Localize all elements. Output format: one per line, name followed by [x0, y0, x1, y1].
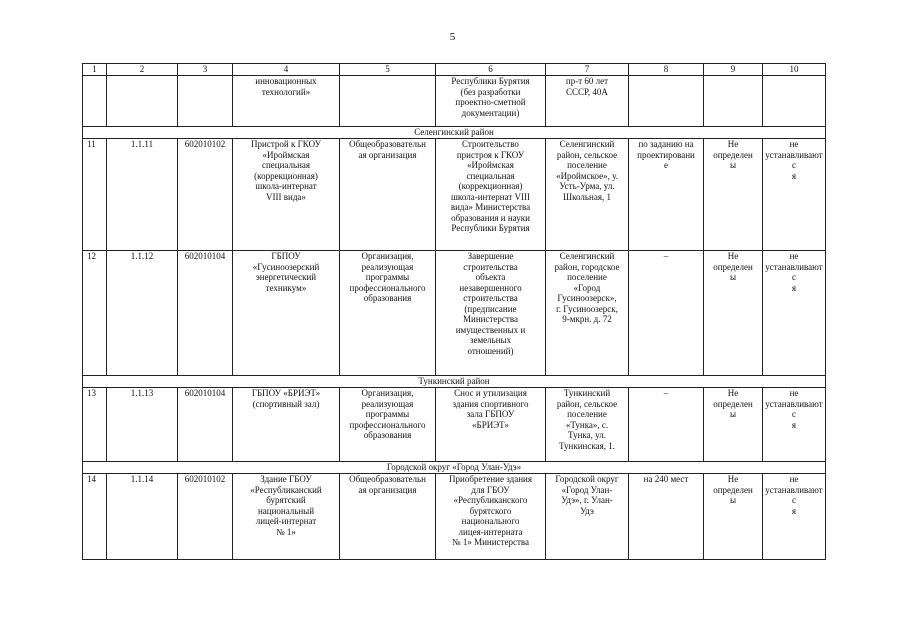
location-cell: Тункинский район, сельское поселение «Тунка», с. Тунка, ул. Тункинская, 1.: [546, 388, 629, 462]
column-number-cell: 10: [763, 64, 826, 76]
column-number-cell: 9: [704, 64, 763, 76]
characteristics-cell: на 240 мест: [629, 474, 704, 560]
table-row: [83, 388, 826, 462]
object-name-cell: Здание ГБОУ «Республиканский бурятский национальный лицей-интернат № 1»: [233, 474, 340, 560]
location-cell: пр-т 60 лет СССР, 40А: [546, 76, 629, 127]
column-number-cell: 1: [83, 64, 107, 76]
column-number-row: [83, 64, 826, 76]
column-number-cell: 2: [107, 64, 178, 76]
restrictions-cell: не устанавливаютс я: [763, 139, 826, 251]
table-row: [83, 139, 826, 251]
purpose-cell: Организация, реализующая программы профессионального образования: [340, 251, 436, 376]
column-number-cell: 4: [233, 64, 340, 76]
location-cell: Селенгинский район, городское поселение «Город Гусиноозерск», г. Гусиноозерск, 9-мкрн. д. 72: [546, 251, 629, 376]
zones-cell: Не определен ы: [704, 388, 763, 462]
section-row: [83, 127, 826, 139]
section-row: [83, 376, 826, 388]
table-row: [83, 251, 826, 376]
object-name-cell: Пристрой к ГКОУ «Ироймская специальная (коррекционная) школа-интернат VIII вида»: [233, 139, 340, 251]
code-cell: 1.1.13: [107, 388, 178, 462]
characteristics-cell: –: [629, 388, 704, 462]
object-name-cell: инновационных технологий»: [233, 76, 340, 127]
code-cell: 1.1.12: [107, 251, 178, 376]
purpose-cell: Общеобразовательн ая организация: [340, 139, 436, 251]
column-number-cell: 7: [546, 64, 629, 76]
row-number-cell: 11: [83, 139, 107, 251]
row-number-cell: 12: [83, 251, 107, 376]
objects-table: [82, 63, 826, 560]
purpose-cell: Общеобразовательн ая организация: [340, 474, 436, 560]
measure-cell: Завершение строительства объекта незавершенного строительства (предписание Министерства имущественных и земельных отношений): [436, 251, 546, 376]
classifier-cell: 602010104: [178, 251, 233, 376]
restrictions-cell: не устанавливаютс я: [763, 388, 826, 462]
purpose-cell: Организация, реализующая программы профессионального образования: [340, 388, 436, 462]
measure-cell: Приобретение здания для ГБОУ «Республиканского бурятского национального лицея-интерната № 1» Министерства: [436, 474, 546, 560]
table-row-continued: [83, 76, 826, 127]
restrictions-cell: не устанавливаютс я: [763, 474, 826, 560]
section-title: Селенгинский район: [83, 127, 826, 139]
section-row: [83, 462, 826, 474]
location-cell: Селенгинский район, сельское поселение «Ироймское», у. Усть-Урма, ул. Школьная, 1: [546, 139, 629, 251]
zones-cell: Не определен ы: [704, 474, 763, 560]
code-cell: 1.1.14: [107, 474, 178, 560]
characteristics-cell: по заданию на проектировани е: [629, 139, 704, 251]
zones-cell: Не определен ы: [704, 139, 763, 251]
code-cell: 1.1.11: [107, 139, 178, 251]
object-name-cell: ГБПОУ «Гусиноозерский энергетический техникум»: [233, 251, 340, 376]
section-title: Городской округ «Город Улан-Удэ»: [83, 462, 826, 474]
location-cell: Городской округ «Город Улан- Удэ», г. Улан- Удэ: [546, 474, 629, 560]
page-number: 5: [449, 31, 456, 43]
classifier-cell: 602010102: [178, 474, 233, 560]
row-number-cell: 13: [83, 388, 107, 462]
characteristics-cell: –: [629, 251, 704, 376]
row-number-cell: 14: [83, 474, 107, 560]
zones-cell: Не определен ы: [704, 251, 763, 376]
column-number-cell: 6: [436, 64, 546, 76]
column-number-cell: 8: [629, 64, 704, 76]
restrictions-cell: не устанавливаютс я: [763, 251, 826, 376]
column-number-cell: 3: [178, 64, 233, 76]
measure-cell: Республики Бурятия (без разработки проектно-сметной документации): [436, 76, 546, 127]
classifier-cell: 602010102: [178, 139, 233, 251]
column-number-cell: 5: [340, 64, 436, 76]
classifier-cell: 602010104: [178, 388, 233, 462]
measure-cell: Снос и утилизация здания спортивного зала ГБПОУ «БРИЭТ»: [436, 388, 546, 462]
object-name-cell: ГБПОУ «БРИЭТ» (спортивный зал): [233, 388, 340, 462]
table-row: [83, 474, 826, 560]
section-title: Тункинский район: [83, 376, 826, 388]
measure-cell: Строительство пристроя к ГКОУ «Ироймская специальная (коррекционная) школа-интернат VIII вида» Министерства образования и науки Республики Бурятия: [436, 139, 546, 251]
